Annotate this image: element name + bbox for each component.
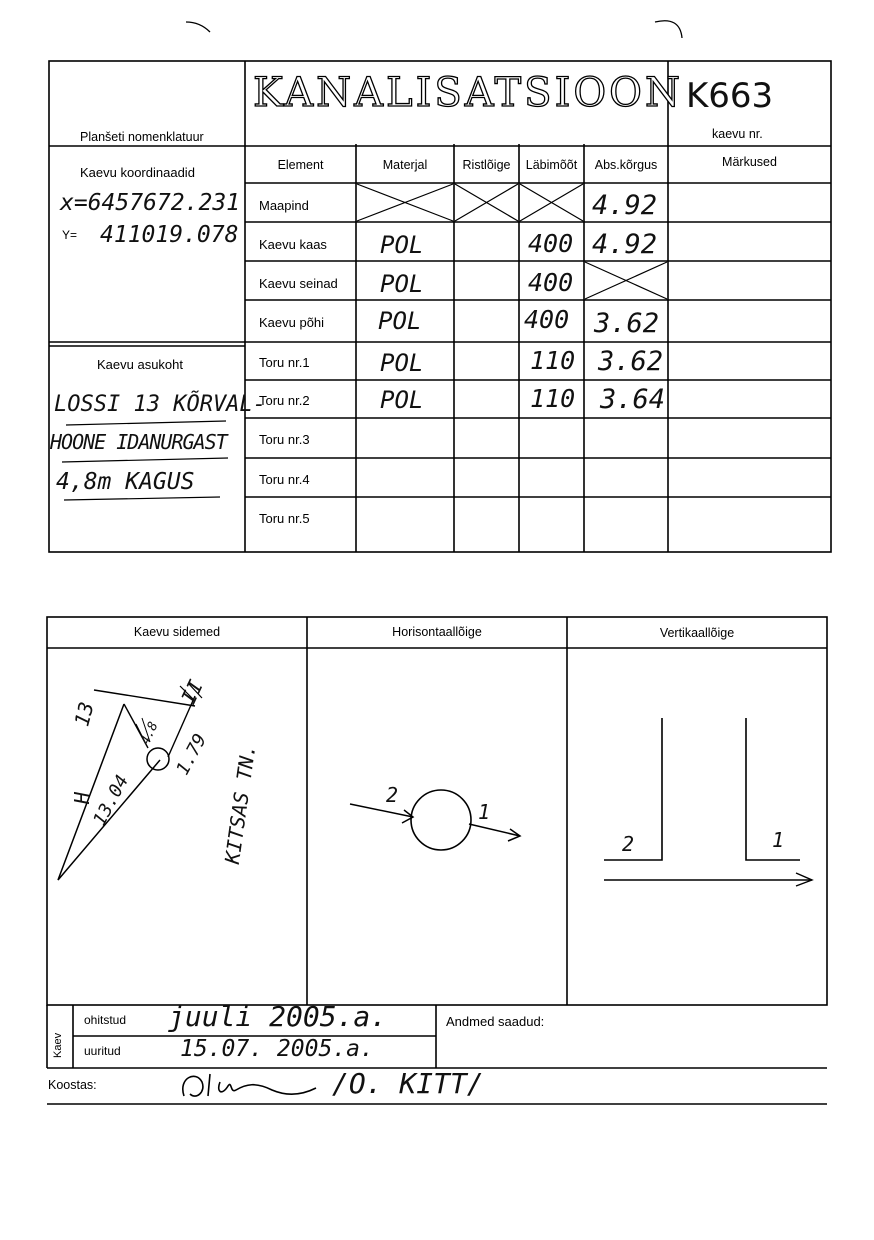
table-cell-diameter: 400 (528, 229, 574, 258)
table-row-element: Toru nr.3 (259, 432, 310, 447)
street-label: KITSAS TN. (219, 742, 261, 866)
table-row-element: Toru nr.5 (259, 511, 310, 526)
table-row-element: Toru nr.4 (259, 472, 310, 487)
table-cell-diameter: 400 (528, 268, 574, 297)
inspected-value: juuli 2005.a. (168, 1000, 388, 1033)
table-cell-abs: 3.62 (598, 346, 664, 377)
table-row-element: Kaevu seinad (259, 276, 338, 291)
pipe-label: 1 (478, 800, 491, 824)
column-header-abs-height: Abs.kõrgus (594, 158, 658, 172)
location-line-3: 4,8m KAGUS (56, 469, 195, 495)
well-number: K663 (686, 76, 774, 116)
column-header-diameter: Läbimõõt (525, 158, 578, 172)
table-cell-material: POL (380, 349, 424, 377)
signature (176, 1066, 326, 1106)
ties-annotation: 13.04 (89, 771, 134, 830)
table-cell-material: POL (378, 307, 422, 335)
table-row-element: Kaevu põhi (259, 315, 325, 330)
table-row-element: Toru nr.2 (259, 393, 310, 408)
table-cell-abs: 3.62 (594, 308, 660, 339)
coordinate-y-prefix: Y= (62, 228, 78, 242)
column-header-element: Element (277, 158, 324, 172)
form-title: KANALISATSIOON (253, 70, 683, 116)
coordinate-x: x=6457672.231 (60, 190, 241, 216)
sketch-header-vertical: Vertikaallõige (659, 626, 735, 640)
well-number-label: kaevu nr. (712, 127, 763, 141)
table-cell-diameter: 110 (530, 384, 576, 413)
ties-annotation: H (70, 791, 95, 805)
ties-annotation: 4.8 (137, 719, 162, 748)
surveyed-value: 15.07. 2005.a. (180, 1036, 374, 1062)
table-cell-material: POL (380, 386, 424, 414)
ties-annotation: 13 (69, 699, 99, 729)
planset-label: Planšeti nomenklatuur (80, 130, 204, 144)
data-received-label: Andmed saadud: (446, 1014, 545, 1029)
table-cell-diameter: 110 (530, 346, 576, 375)
table-cell-diameter: 400 (524, 305, 570, 334)
table-row-element: Maapind (259, 198, 309, 213)
sketch-header-ties: Kaevu sidemed (133, 625, 221, 639)
pipe-label: 2 (622, 832, 635, 856)
sketch-header-horizontal: Horisontaallõige (392, 625, 482, 639)
coordinate-y: 411019.078 (100, 222, 239, 248)
surveyed-label: uuritud (84, 1044, 121, 1058)
inspected-label: ohitstud (84, 1013, 127, 1027)
location-label: Kaevu asukoht (97, 357, 184, 372)
location-line-2: HOONE IDANURGAST (50, 430, 227, 454)
column-header-material: Materjal (382, 158, 428, 172)
pipe-label: 2 (386, 783, 399, 807)
table-cell-abs: 3.64 (600, 384, 666, 415)
ties-annotation: II (176, 676, 209, 708)
table-cell-abs: 4.92 (592, 190, 658, 221)
table-row-element: Toru nr.1 (259, 355, 310, 370)
footer-side-label: Kaev (52, 1032, 64, 1058)
column-header-cross-section: Ristlõige (462, 158, 511, 172)
compiled-label: Koostas: (48, 1078, 97, 1092)
location-line-1: LOSSI 13 KÕRVAL- (54, 392, 266, 417)
ties-annotation: 1.79 (172, 730, 212, 779)
coordinates-label: Kaevu koordinaadid (80, 165, 195, 180)
table-row-element: Kaevu kaas (259, 237, 327, 252)
table-cell-abs: 4.92 (592, 229, 658, 260)
column-header-notes: Märkused (722, 155, 777, 169)
table-cell-material: POL (380, 231, 424, 259)
table-cell-material: POL (380, 270, 424, 298)
pipe-label: 1 (772, 828, 785, 852)
compiled-value: /O. KITT/ (332, 1067, 484, 1100)
